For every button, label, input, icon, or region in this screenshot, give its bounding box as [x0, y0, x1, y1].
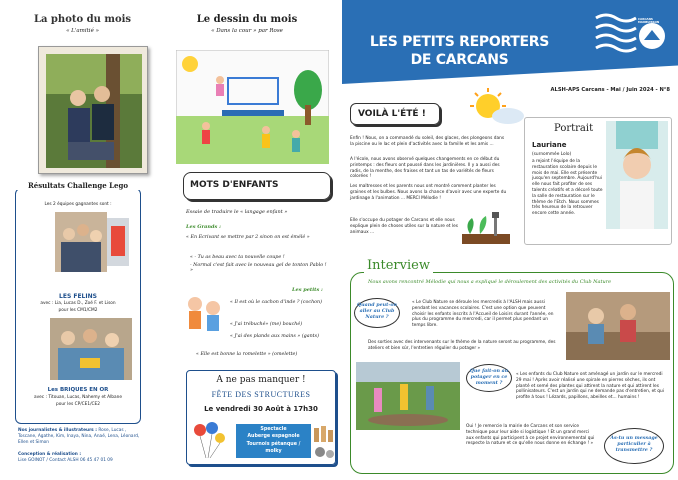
grands-label: Les Grands : — [186, 224, 221, 230]
kids-illustration — [183, 292, 223, 334]
photo-title: La photo du mois — [33, 14, 132, 25]
lego-title: Résultats Challenge Lego — [8, 181, 148, 190]
portrait-photo — [606, 121, 668, 229]
banner-title-1: LES PETITS REPORTERS — [369, 34, 550, 50]
event-items — [236, 424, 311, 458]
credits — [18, 428, 143, 445]
portrait-title: Portrait — [554, 123, 594, 134]
summer-paragraph-2: A l'école, nous avons observé quelques changements en ce début du printemps : des fleurs ont poussé dans les jardinières. Il y a aussi des radis, de la menthe, des fraises et tant un tas de variétés de fleurs colorées ! — [350, 157, 500, 180]
petits-quote-2: « J'ai trébuché» (me) bouché) — [230, 322, 303, 327]
portrait-text: a rejoint l'équipe de la restauration scolaire depuis le mois de mai. Elle est présente jusqu'en septembre. Aujourd'hui elle nous fait profiter de ses talents créatifs et a décoré toute la salle de restauration sur le thème de l'Etch. Nous sommes très heureux de la retrouver encore cette année. — [532, 159, 603, 217]
banner-title-2: DE CARCANS — [410, 52, 509, 68]
conception-name: Lise GOINOT / Contact ALSH 06 45 47 01 09 — [18, 457, 113, 463]
petits-quote-4: « Elle est bonne la romelette » (omelette) — [196, 352, 298, 357]
words-title: MOTS D'ENFANTS — [190, 180, 279, 190]
credits-names: Rose, Lucas , Toscane, Agathe, Kim, Inaya, Nina, Anaé, Lena, Léonard, Ellen et Simon — [18, 428, 140, 445]
answer-1: « Le Club Nature se déroule les mercredis à l'ALSH mais aussi pendant les vacances scolaires. C'est une option que peuvent choisir les enfants inscrits à l'Accueil de Loisirs durant l'année, en plus du programme du mercredi, car il permet plus pendant un temps libre. — [412, 300, 554, 329]
question-2: Que fait-on au potager en ce moment ? — [466, 364, 512, 392]
drawing-title: Le dessin du mois — [196, 14, 298, 25]
summer-title: VOILÀ L'ÉTÉ ! — [358, 109, 426, 119]
summer-paragraph-4: Elle s'occupe du potager de Carcans et elle nous explique plein de choses utiles sur la nature et les animaux ... — [350, 218, 459, 235]
credits-label: Nos journalistes & illustrateurs : — [18, 428, 97, 433]
club-photo-2 — [356, 362, 460, 430]
team2-name: Les BRIQUES EN OR — [47, 387, 109, 393]
photo-subtitle: « L'amitié » — [66, 28, 99, 34]
conception-label: Conception & réalisation : — [18, 452, 82, 457]
answer-3: Oui ! Je remercie la mairie de Carcans et son service technique pour leur aide si logistique ! Et un grand merci aux enfants qui participent à ce projet environnemental qui respecte la nature et ce qu'elle nous donne en échange ! » — [466, 424, 595, 447]
grands-quote-3: - Normal c'est fait avec le nouveau gel de tonton Pablo ! » — [190, 263, 327, 273]
club-photo-1 — [566, 292, 670, 360]
event-item-2: Auberge espagnole — [247, 434, 300, 440]
question-1: Quand peut-on aller au Club Nature ? — [354, 298, 400, 328]
petits-quote-1: « Il est où le cachon d'inde ? (cochon) — [230, 300, 323, 305]
team2-members: avec : Titouan, Lucas, Nahemy et Albane — [33, 395, 123, 400]
answer-2: « Les enfants du Club Nature ont aménagé un jardin sur le mercredi 29 mai ! Après avoir réalisé une spirale en pierres sèches, ils ont planté et semé des plantes qui attirent la nature et qui attirent les pollinisateurs. C'est un jardin qui ne demande pas d'entretien, et qui profite à tous ! Lézards, papillons, abeilles et... humains ! — [516, 372, 664, 401]
drawing-subtitle: « Dans la cour » par Rose — [211, 28, 283, 34]
answer-1b: Des sorties avec des intervenants sur le thème de la nature seront au programme, des ateliers et bien sûr, l'entretien régulier du potager » — [368, 340, 556, 351]
petits-label: Les petits : — [292, 287, 323, 293]
event-item-3: Tournois pétanque / molky — [246, 441, 301, 455]
grands-quote-2: « - Tu as beau avec ta nouvelle coupe ! — [190, 255, 285, 260]
team1-name: LES FELINS — [59, 293, 97, 300]
sun-icon — [462, 86, 526, 126]
molky-icon — [312, 424, 336, 460]
event-title: A ne pas manquer ! — [216, 375, 306, 385]
team1-class: pour les CM1/CM2 — [58, 308, 98, 313]
team1-photo — [55, 212, 107, 272]
interview-title: Interview — [364, 258, 433, 273]
event-date: Le vendredi 30 Août à 17h30 — [204, 405, 318, 413]
portrait-name: Lauriane — [532, 141, 567, 149]
banner-logo — [592, 6, 670, 64]
conception — [18, 452, 143, 464]
team2-photo — [50, 318, 132, 380]
logo-text: CARCANS MAUBUISSON — [638, 17, 660, 25]
team2-class: pour les CP/CE1/CE2 — [55, 402, 101, 407]
lego-intro: Les 2 équipes gagnantes sont : — [44, 202, 112, 207]
portrait-nickname: (surnommée Lolo) — [532, 152, 572, 157]
friends-photo — [46, 54, 142, 168]
drawing-of-month — [176, 50, 329, 164]
balloons-icon — [190, 420, 228, 460]
grands-quote-1: « En Ecrivant se mettre par 2 sinon on est émélé » — [186, 235, 310, 240]
team1-members: avec : Lia, Lucas D., Zoé F. et Lison — [40, 301, 116, 306]
petits-quote-3: « J'ai des plands aux mains » (gants) — [230, 334, 319, 339]
carcans-logo — [592, 6, 670, 64]
summer-paragraph-3: Les maîtresses et les parents nous ont montré comment planter les graines et les bulbes. Nous avons la chance d'avoir avec une experte du jardinage à l'animation ... MERCI Mélodie ! — [350, 184, 507, 201]
issue-info: ALSH-APS Carcans - Mai / Juin 2024 - N°8 — [550, 87, 670, 93]
event-name: FÊTE DES STRUCTURES — [211, 390, 311, 399]
team1-lego-photo — [107, 218, 129, 266]
photo-of-month — [38, 46, 148, 174]
summer-paragraph-1: Enfin ! Nous, on a commandé du soleil, des glaces, des plongeons dans la piscine ou le lac et plein d'activités avec la famille et les amis ... — [350, 136, 505, 147]
words-intro: Essaie de traduire le « langage enfant » — [186, 209, 288, 215]
event-item-1: Spectacle — [260, 427, 287, 432]
garden-icon — [460, 210, 512, 246]
question-3: As-tu un message particulier à transmettre ? — [604, 428, 664, 464]
interview-intro: Nous avons rencontré Mélodie qui nous a expliqué le déroulement des activités du Club Nature — [368, 279, 612, 285]
